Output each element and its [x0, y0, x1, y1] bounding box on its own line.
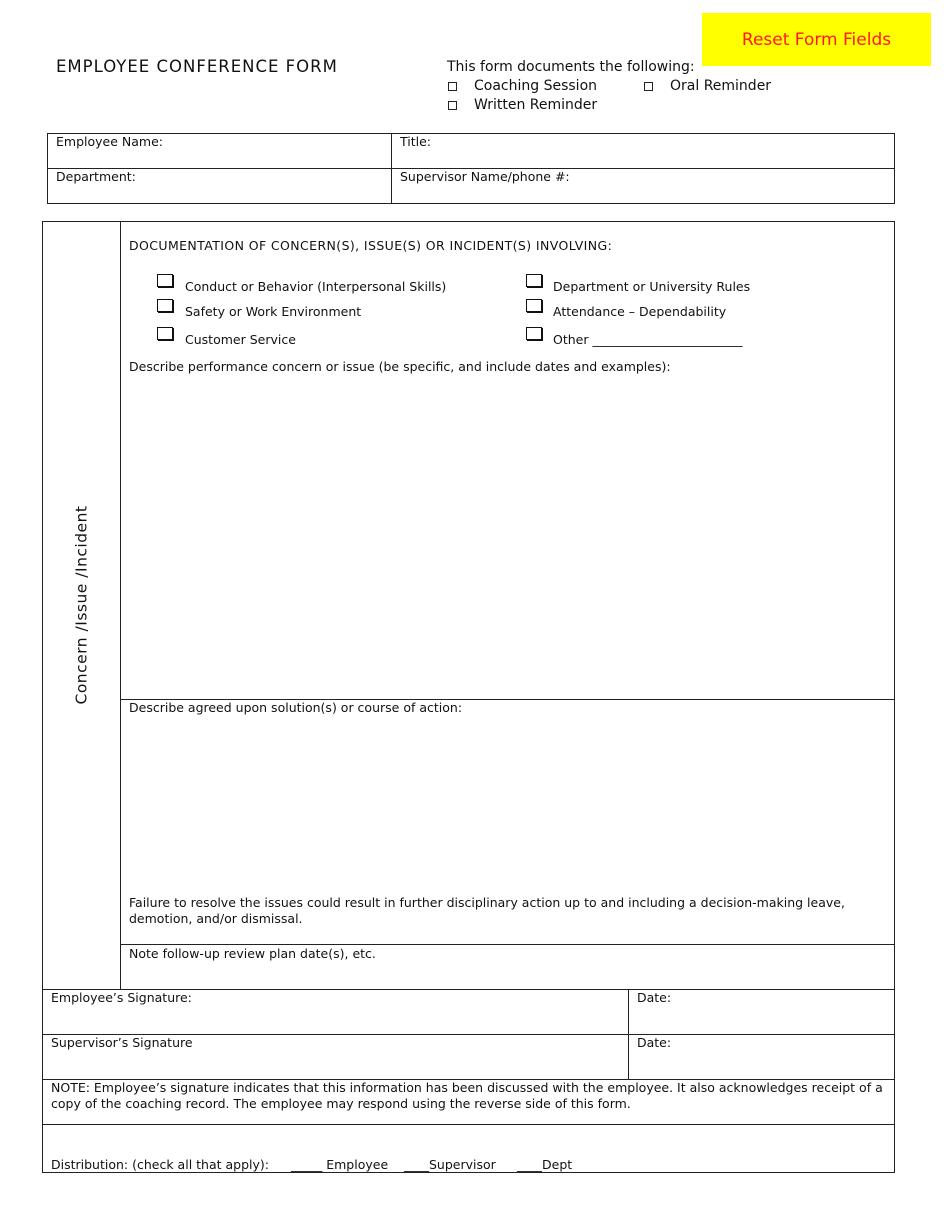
- supervisor-label: Supervisor Name/phone #:: [400, 169, 570, 184]
- checkbox-icon[interactable]: [644, 82, 653, 91]
- checkbox-rules[interactable]: [526, 274, 542, 287]
- option-oral-reminder[interactable]: [644, 78, 771, 94]
- employee-signature-field[interactable]: [42, 989, 629, 1035]
- checkbox-label-safety: Safety or Work Environment: [185, 304, 362, 319]
- distribution-employee[interactable]: _____ Employee: [291, 1157, 389, 1172]
- checkbox-icon[interactable]: [448, 101, 457, 110]
- department-field[interactable]: [47, 168, 392, 204]
- title-field[interactable]: [391, 133, 895, 169]
- concern-heading: DOCUMENTATION OF CONCERN(S), ISSUE(S) OR INCIDENT(S) INVOLVING:: [129, 238, 613, 253]
- documents-intro: This form documents the following:: [447, 59, 695, 75]
- checkbox-other[interactable]: [526, 327, 542, 340]
- note-text: NOTE: Employee’s signature indicates that this information has been discussed with the employee. It also acknowledges receipt of a copy of the coaching record. The employee may respond using the reverse side of this form.: [51, 1080, 883, 1111]
- employee-name-field[interactable]: [47, 133, 392, 169]
- follow-up-prompt: Note follow-up review plan date(s), etc.: [129, 946, 376, 961]
- option-label: Coaching Session: [474, 78, 598, 94]
- supervisor-signature-field[interactable]: [42, 1034, 629, 1080]
- supervisor-signature-label: Supervisor’s Signature: [51, 1035, 193, 1050]
- supervisor-date-label: Date:: [637, 1035, 672, 1050]
- checkbox-label-conduct: Conduct or Behavior (Interpersonal Skills): [185, 279, 447, 294]
- distribution-label: Distribution: (check all that apply):: [51, 1157, 269, 1172]
- supervisor-date-field[interactable]: [628, 1034, 895, 1080]
- option-label: Oral Reminder: [670, 78, 772, 94]
- option-coaching-session[interactable]: [448, 78, 597, 94]
- checkbox-label-customer-service: Customer Service: [185, 332, 296, 347]
- checkbox-safety[interactable]: [157, 299, 173, 312]
- employee-name-label: Employee Name:: [56, 134, 163, 149]
- department-label: Department:: [56, 169, 136, 184]
- note-box: [42, 1079, 895, 1125]
- form-title: EMPLOYEE CONFERENCE FORM: [56, 57, 338, 76]
- checkbox-label-attendance: Attendance – Dependability: [553, 304, 727, 319]
- supervisor-field[interactable]: [391, 168, 895, 204]
- checkbox-icon[interactable]: [448, 82, 457, 91]
- checkbox-conduct[interactable]: [157, 274, 173, 287]
- reset-form-button[interactable]: Reset Form Fields: [702, 13, 931, 66]
- employee-signature-label: Employee’s Signature:: [51, 990, 192, 1005]
- checkbox-customer-service[interactable]: [157, 327, 173, 340]
- title-label: Title:: [400, 134, 431, 149]
- concern-side-label-wrap: [42, 221, 120, 989]
- employee-date-field[interactable]: [628, 989, 895, 1035]
- distribution-dept[interactable]: ____Dept: [517, 1157, 573, 1172]
- option-written-reminder[interactable]: [448, 97, 597, 113]
- checkbox-attendance[interactable]: [526, 299, 542, 312]
- employee-date-label: Date:: [637, 990, 672, 1005]
- checkbox-label-rules: Department or University Rules: [553, 279, 751, 294]
- checkbox-label-other: Other ________________________: [553, 332, 743, 347]
- option-label: Written Reminder: [474, 97, 598, 113]
- failure-warning: Failure to resolve the issues could result in further disciplinary action up to and including a decision-making leave, demotion, and/or dismissal.: [129, 895, 845, 926]
- describe-solution-prompt: Describe agreed upon solution(s) or course of action:: [129, 700, 463, 715]
- describe-concern-prompt: Describe performance concern or issue (be specific, and include dates and examples):: [129, 359, 671, 374]
- distribution-supervisor[interactable]: ____Supervisor: [404, 1157, 496, 1172]
- concern-side-label: Concern /Issue /Incident: [72, 505, 90, 705]
